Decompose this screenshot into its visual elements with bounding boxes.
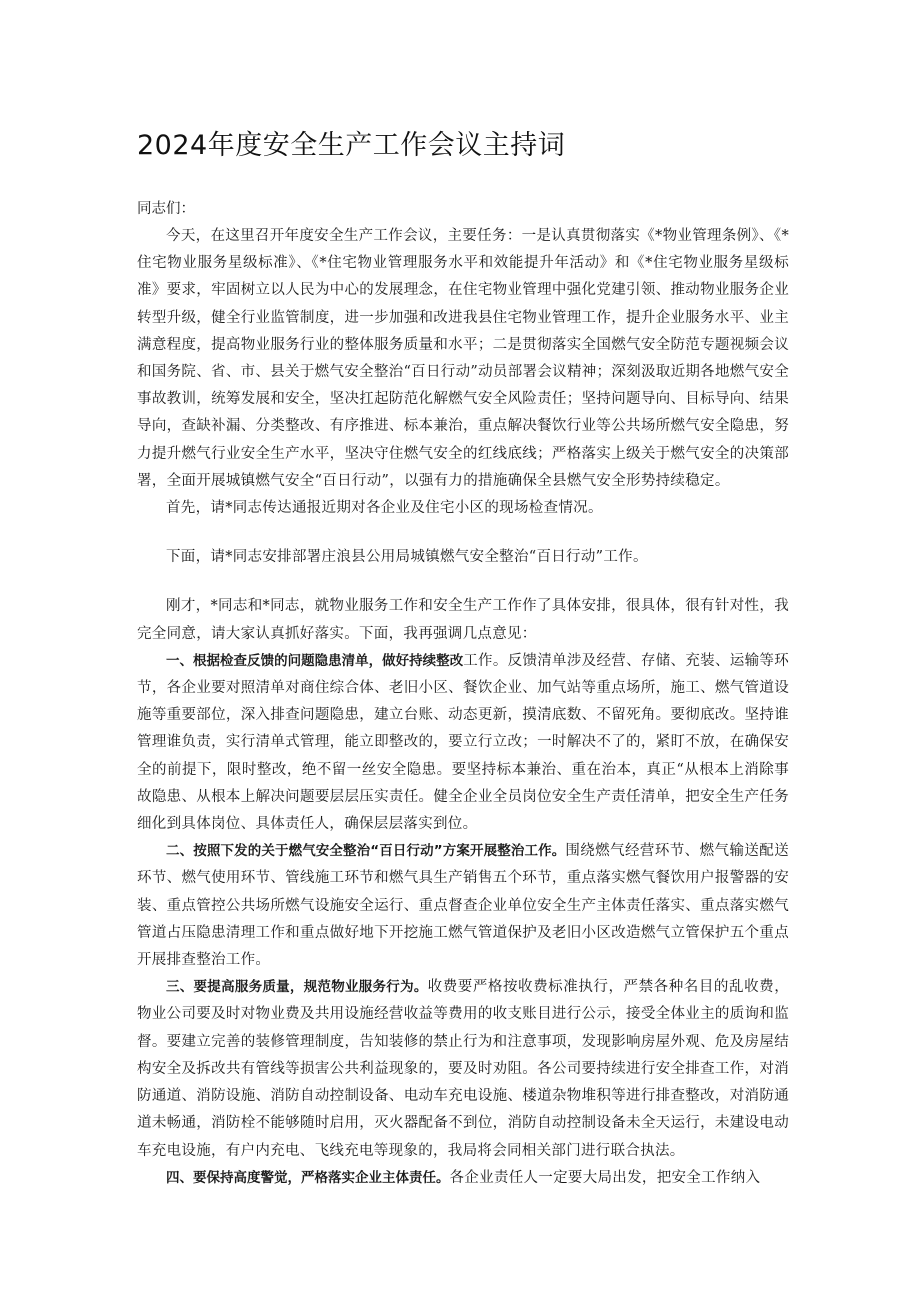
summary-paragraph: 刚才，*同志和*同志，就物业服务工作和安全生产工作作了具体安排，很具体，很有针对性，我完全同意，请大家认真抓好落实。下面，我再强调几点意见： <box>137 598 789 642</box>
point-four-body: 各企业责任人一定要大局出发，把安全工作纳入 <box>449 1169 761 1186</box>
point-two-paragraph <box>137 838 789 974</box>
point-one-paragraph <box>137 648 789 838</box>
point-three-body: 收费要严格按收费标准执行，严禁各种名目的乱收费，物业公司要及时对物业费及共用设施经营收益等费用的收支账目进行公示，接受全体业主的质询和监督。要建立完善的装修管理制度，告知装修的禁止行为和注意事项，发现影响房屋外观、危及房屋结构安全及拆改共有管线等损害公共利益现象的，要及时劝阻。各公司要持续进行安全排查工作，对消防通道、消防设施、消防自动控制设备、电动车充电设施、楼道杂物堆积等进行排查整改，对消防通道未畅通，消防栓不能够随时启用，灭火器配备不到位，消防自动控制设备未全天运行，未建设电动车充电设施，有户内充电、飞线充电等现象的，我局将会同相关部门进行联合执法。 <box>137 979 790 1159</box>
document-page <box>137 126 789 1192</box>
salutation: 同志们： <box>137 201 195 217</box>
document-title: 2024年度安全生产工作会议主持词 <box>137 130 566 161</box>
point-three-paragraph <box>137 974 789 1164</box>
point-four-paragraph <box>137 1165 789 1192</box>
report-paragraph: 首先，请*同志传达通报近期对各企业及住宅小区的现场检查情况。 <box>166 500 603 517</box>
point-one-body: 工作。反馈清单涉及经营、存储、充装、运输等环节，各企业要对照清单对商住综合体、老旧小区、餐饮企业、加气站等重点场所，施工、燃气管道设施等重要部位，深入排查问题隐患，建立台账、动态更新，摸清底数、不留死角。要彻底改。坚持谁管理谁负责，实行清单式管理，能立即整改的，要立行立改；一时解决不了的，紧盯不放，在确保安全的前提下，限时整改，绝不留一丝安全隐患。要坚持标本兼治、重在治本，真正“从根本上消除事故隐患、从根本上解决问题要层层压实责任。健全企业全员岗位安全生产责任清单，把安全生产任务细化到具体岗位、具体责任人，确保层层落实到位。 <box>137 652 789 833</box>
point-two-body: 围绕燃气经营环节、燃气输送配送环节、燃气使用环节、管线施工环节和燃气具生产销售五个环节，重点落实燃气餐饮用户报警器的安装、重点管控公共场所燃气设施安全运行、重点督查企业单位安全生产主体责任落实、重点落实燃气管道占压隐患清理工作和重点做好地下开挖施工燃气管道保护及老旧小区改造燃气立管保护五个重点开展排查整治工作。 <box>137 843 789 969</box>
point-three-heading: 三、要提高服务质量，规范物业服务行为。 <box>166 979 428 996</box>
opening-paragraph: 今天，在这里召开年度安全生产工作会议，主要任务：一是认真贯彻落实《*物业管理条例》、《*住宅物业服务星级标准》、《*住宅物业管理服务水平和效能提升年活动》和《*住宅物业服务星级标准》要求，牢固树立以人民为中心的发展理念，在住宅物业管理中强化党建引领、推动物业服务企业转型升级，健全行业监管制度，进一步加强和改进我县住宅物业管理工作，提升企业服务水平、业主满意程度，提高物业服务行业的整体服务质量和水平；二是贯彻落实全国燃气安全防范专题视频会议和国务院、省、市、县关于燃气安全整治“百日行动”动员部署会议精神；深刻汲取近期各地燃气安全事故教训，统筹发展和安全，坚决扛起防范化解燃气安全风险责任；坚持问题导向、目标导向、结果导向，查缺补漏、分类整改、有序推进、标本兼治，重点解决餐饮行业等公共场所燃气安全隐患，努力提升燃气行业安全生产水平，坚决守住燃气安全的红线底线；严格落实上级关于燃气安全的决策部署，全面开展城镇燃气安全“百日行动”，以强有力的措施确保全县燃气安全形势持续稳定。 <box>137 228 789 489</box>
arrangement-paragraph: 下面，请*同志安排部署庄浪县公用局城镇燃气安全整治“百日行动”工作。 <box>166 549 648 566</box>
point-one-heading: 一、根据检查反馈的问题隐患清单，做好持续整改 <box>166 652 464 669</box>
point-four-heading: 四、要保持高度警觉，严格落实企业主体责任。 <box>166 1169 450 1186</box>
point-two-heading: 二、按照下发的关于燃气安全整治“百日行动”方案开展整治工作。 <box>166 843 566 860</box>
